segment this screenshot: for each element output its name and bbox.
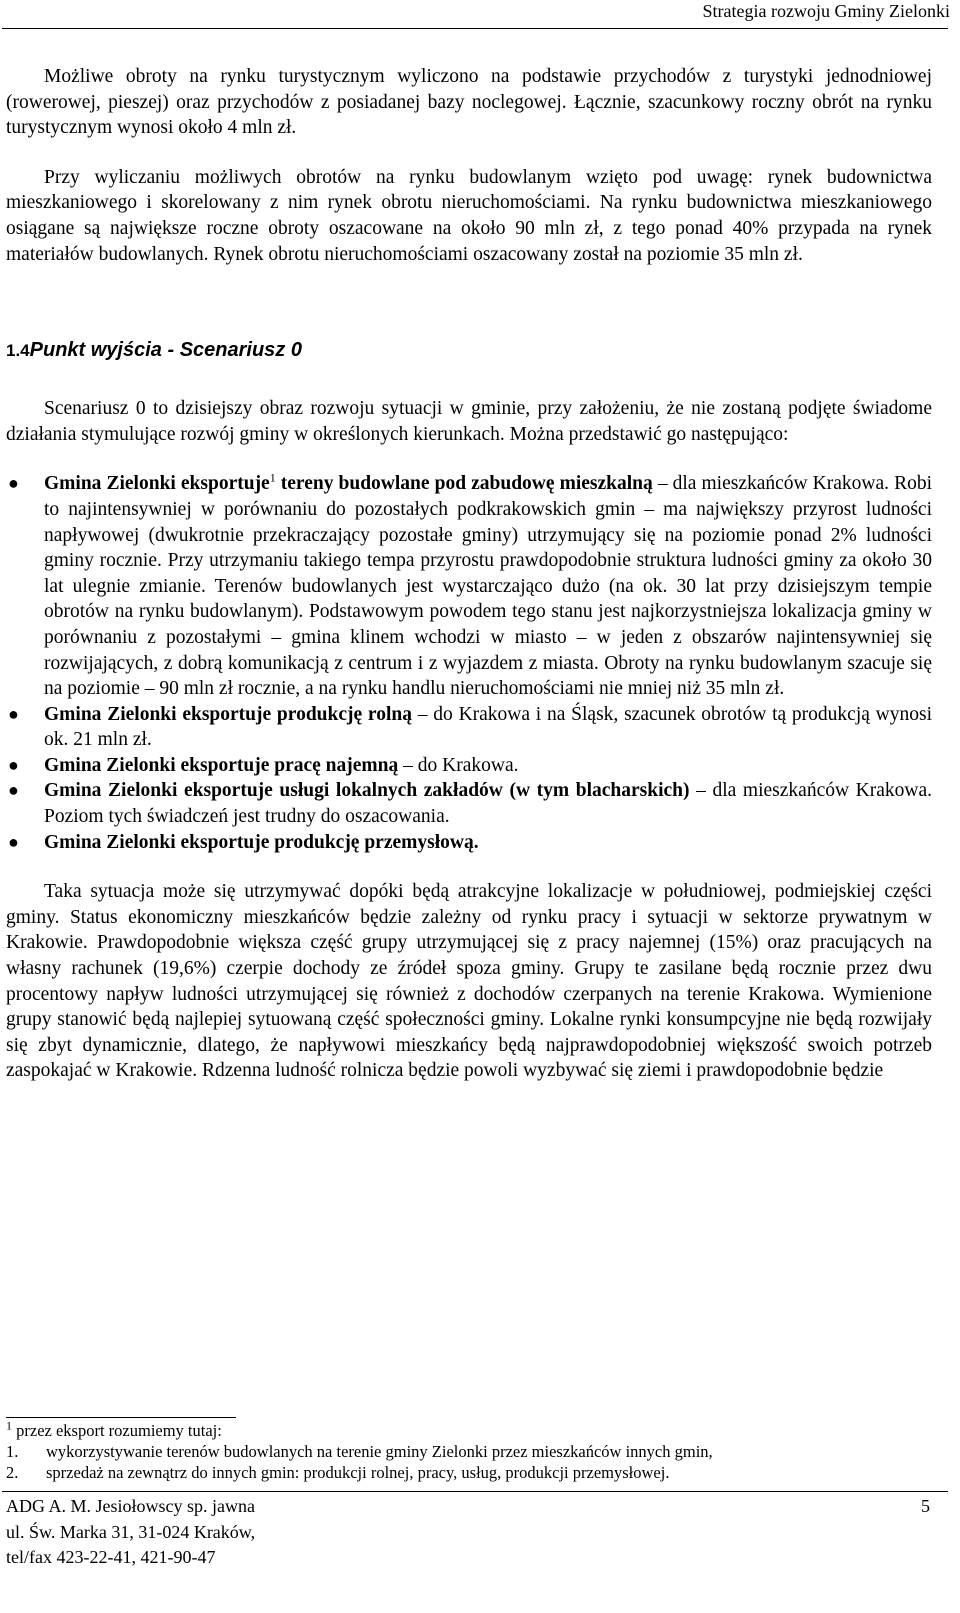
list-item <box>6 702 932 753</box>
bullet-text: – do Krakowa i na Śląsk, szacunek obrotów tą produkcją wynosi ok. 21 mln zł. <box>44 703 932 751</box>
footnote-item: 2. sprzedaż na zewnątrz do innych gmin: produkcji rolnej, pracy, usług, produkcji przemysłowej. <box>6 1463 670 1482</box>
section-heading <box>6 337 932 364</box>
list-item <box>6 753 932 779</box>
bullet-lead: Gmina Zielonki eksportuje usługi lokalnych zakładów (w tym blacharskich) <box>44 780 690 802</box>
footer-address: ul. Św. Marka 31, 31-024 Kraków, <box>6 1521 256 1542</box>
bullet-icon: ● <box>8 754 19 775</box>
section-number: 1.4 <box>6 341 30 361</box>
header-rule <box>2 28 948 29</box>
page-footer <box>6 1494 946 1571</box>
list-item <box>6 830 932 856</box>
page-body <box>6 64 932 1084</box>
list-item <box>6 471 932 701</box>
export-list <box>6 471 932 855</box>
bullet-lead: Gmina Zielonki eksportuje produkcję przemysłową. <box>44 831 479 853</box>
footnote-marker: 1 <box>6 1418 12 1433</box>
bullet-lead: Gmina Zielonki eksportuje pracę najemną <box>44 754 399 776</box>
footnote-item: 1. wykorzystywanie terenów budowlanych na terenie gminy Zielonki przez mieszkańców innych gmin, <box>6 1442 713 1461</box>
page-number: 5 <box>921 1496 930 1516</box>
bullet-text: – do Krakowa. <box>398 754 519 776</box>
paragraph-intro: Scenariusz 0 to dzisiejszy obraz rozwoju sytuacji w gminie, przy założeniu, że nie zostaną podjęte świadome działania stymulujące rozwój gminy w określonych kierunkach. Można przedstawić go następująco: <box>6 398 932 445</box>
paragraph-tourism: Możliwe obroty na rynku turystycznym wyliczono na podstawie przychodów z turystyki jednodniowej (rowerowej, pieszej) oraz przychodów z posiadanej bazy noclegowej. Łącznie, szacunkowy roczny obrót na rynku turystycznym wynosi około 4 mln zł. <box>6 66 932 139</box>
footer-phone: tel/fax 423-22-41, 421-90-47 <box>6 1547 216 1567</box>
bullet-lead: Gmina Zielonki eksportuje produkcję rolną <box>44 703 412 725</box>
section-title: Punkt wyjścia - Scenariusz 0 <box>29 339 302 362</box>
footer-rule <box>2 1491 948 1492</box>
footnote-intro: $^1$ przez eksport rozumiemy tutaj: <box>6 1418 222 1440</box>
bullet-lead: Gmina Zielonki eksportuje <box>44 473 270 495</box>
footnote-rule <box>6 1417 236 1418</box>
bullet-lead-cont: tereny budowlane pod zabudowę mieszkalną <box>275 473 653 495</box>
footnotes <box>6 1420 932 1483</box>
bullet-text: – dla mieszkańców Krakowa. Poziom tych świadczeń jest trudny do oszacowania. <box>44 780 933 828</box>
footer-company: ADG A. M. Jesiołowscy sp. jawna <box>6 1496 255 1516</box>
bullet-icon: ● <box>8 703 19 724</box>
paragraph-construction: Przy wyliczaniu możliwych obrotów na rynku budowlanym wzięto pod uwagę: rynek budownictwa mieszkaniowego i skorelowany z nim rynek obrotu nieruchomościami. Na rynku budownictwa mieszkaniowego osiągane są największe roczne obroty oszacowane na około 90 mln zł, z tego ponad 40% przypada na rynek materiałów budowlanych. Rynek obrotu nieruchomościami oszacowany został na poziomie 35 mln zł. <box>6 166 932 265</box>
list-item <box>6 778 932 829</box>
footnote-ref[interactable]: 1 <box>269 470 276 485</box>
paragraph-closing: Taka sytuacja może się utrzymywać dopóki będą atrakcyjne lokalizacje w południowej, podmiejskiej części gminy. Status ekonomiczny mieszkańców będzie zależny od rynku pracy i sytuacji w sektorze prywatnym w Krakowie. Prawdopodobnie większa część grupy utrzymującej się z pracy najemnej (15%) oraz pracujących na własny rachunek (19,6%) czerpie dochody ze źródeł spoza gminy. Grupy te zasilane będą rocznie przez dwu procentowy napływ ludności utrzymującej się również z dochodów czerpanych na terenie Krakowa. Wymienione grupy stanowić będą najlepiej sytuowaną część społeczności gminy. Lokalne rynki konsumpcyjne nie będą rozwijały się zbyt dynamicznie, dlatego, że napływowi mieszkańcy będą najprawdopodobniej większość swoich potrzeb zaspokajać w Krakowie. Rdzenna ludność rolnicza będzie powoli wyzbywać się ziemi i prawdopodobnie będzie <box>6 881 932 1082</box>
bullet-text: – dla mieszkańców Krakowa. Robi to najintensywniej w porównaniu do pozostałych podkrakowskich gmin – ma największy przyrost ludności napływowej (dwukrotnie przekraczający pozostałe gminy) utrzymujący się na poziomie ponad 2% ludności gminy rocznie. Przy utrzymaniu takiego tempa przyrostu prawdopodobnie struktura ludności gminy za około 30 lat ulegnie zmianie. Terenów budowlanych jest wystarczająco dużo (na ok. 30 lat przy dzisiejszym tempie obrotów na rynku budowlanym). Podstawowym powodem tego stanu jest najkorzystniejsza lokalizacja gminy w porównaniu z pozostałymi – gmina klinem wchodzi w miasto – w jeden z obszarów najintensywniej się rozwijających, z dobrą komunikacją z centrum i z wyjazdem z miasta. Obroty na rynku budowlanym szacuje się na poziomie – 90 mln zł rocznie, a na rynku handlu nieruchomościami nie mniej niż 35 mln zł. <box>44 473 932 700</box>
bullet-icon: ● <box>8 831 19 852</box>
bullet-icon: ● <box>8 780 19 801</box>
running-header: Strategia rozwoju Gminy Zielonki <box>702 1 950 21</box>
bullet-icon: ● <box>8 473 19 494</box>
